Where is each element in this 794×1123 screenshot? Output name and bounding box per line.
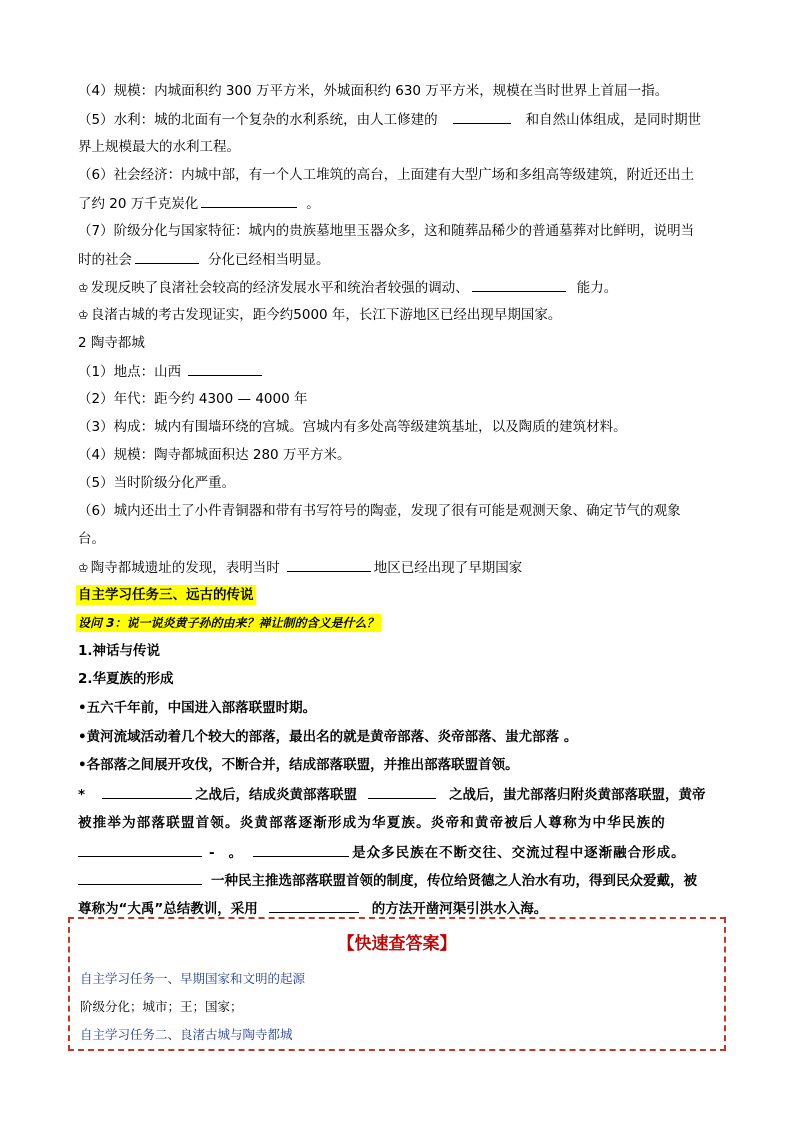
subheading-myth <box>78 642 718 660</box>
fill-blank[interactable] <box>368 785 436 799</box>
fill-blank[interactable] <box>102 785 192 799</box>
liangzhu-water-cont <box>78 138 718 156</box>
text: 1.神话与传说 <box>78 643 161 659</box>
taosi-date <box>78 390 718 408</box>
taosi-finds <box>78 502 718 520</box>
text: （4）规模：陶寺都城面积达 280 万平方米。 <box>78 447 351 463</box>
text: 之战后，蚩尤部落归附炎黄部落联盟，黄帝 <box>449 787 706 803</box>
liangzhu-water <box>78 110 718 129</box>
text: （5）水利：城的北面有一个复杂的水利系统，由人工修建的 <box>78 112 438 128</box>
bullet-3 <box>78 756 718 774</box>
text: 陶寺都城遗址的发现，表明当时 <box>90 560 280 576</box>
text: 分化已经相当明显。 <box>208 252 330 268</box>
fill-blank[interactable] <box>472 278 566 292</box>
text: （3）构成：城内有围墙环绕的宫城。宫城内有多处高等级建筑基址，以及陶质的建筑材料。 <box>78 419 627 435</box>
bullet-1 <box>78 699 718 717</box>
crown-icon: ♔ <box>78 281 89 295</box>
liangzhu-class-cont <box>78 250 718 269</box>
liangzhu-note1 <box>78 278 718 297</box>
answer-title: 【快速查答案】 <box>337 934 457 954</box>
fill-blank[interactable] <box>453 110 511 124</box>
text: 发现反映了良渚社会较高的经济发展水平和统治者较强的调动、 <box>90 280 469 296</box>
text: 地区已经出现了早期国家 <box>373 560 523 576</box>
answer-task2-title: 自主学习任务二、良渚古城与陶寺都城 <box>80 1027 293 1042</box>
crown-icon: ♔ <box>78 561 89 575</box>
text: 。 <box>306 196 320 212</box>
answer-task1-text: 阶级分化；城市；王；国家； <box>80 999 243 1014</box>
liangzhu-economy-cont <box>78 194 718 213</box>
taosi-structure <box>78 418 718 436</box>
text: （6）社会经济：内城中部，有一个人工堆筑的高台，上面建有大型广场和多组高等级建筑，附近还出土 <box>78 167 695 183</box>
text: •五六千年前，中国进入部落联盟时期。 <box>78 700 317 716</box>
para-line-1 <box>78 785 718 804</box>
answer-task1-title: 自主学习任务一、早期国家和文明的起源 <box>80 971 306 986</box>
text: （2）年代：距今约 4300 — 4000 年 <box>78 391 308 407</box>
para-line-3 <box>78 843 718 862</box>
text: 和自然山体组成，是同时期世 <box>525 112 702 128</box>
bullet-2 <box>78 728 718 746</box>
liangzhu-economy <box>78 166 718 184</box>
text: 良渚古城的考古发现证实，距今约5000 年，长江下游地区已经出现早期国家。 <box>90 307 562 323</box>
liangzhu-note2 <box>78 306 718 324</box>
text: （7）阶级分化与国家特征：城内的贵族墓地里玉器众多，这和随葬品稀少的普通墓葬对比鲜明，说明当 <box>78 223 695 239</box>
text: •各部落之间展开攻伐，不断合并，结成部落联盟，并推出部落联盟首领。 <box>78 757 519 773</box>
fill-blank[interactable] <box>78 871 202 885</box>
text: 之战后，结成炎黄部落联盟 <box>195 787 358 803</box>
task3-title: 自主学习任务三、远古的传说 <box>78 587 254 603</box>
text: 了约 20 万千克炭化 <box>78 196 199 212</box>
text: 台。 <box>78 531 105 547</box>
text: 的方法开凿河渠引洪水入海。 <box>371 901 548 917</box>
liangzhu-scale <box>78 82 718 100</box>
para-line-5 <box>78 899 718 918</box>
fill-blank[interactable] <box>188 362 262 376</box>
taosi-heading <box>78 334 718 352</box>
taosi-scale <box>78 446 718 464</box>
text: 能力。 <box>576 280 618 296</box>
para-line-4 <box>78 871 718 890</box>
text: 2.华夏族的形成 <box>78 671 174 687</box>
task3-question: 设问 3：说一说炎黄子孙的由来？禅让制的含义是什么？ <box>78 616 379 630</box>
text: 尊称为“大禹”总结教训，采用 <box>78 901 258 917</box>
taosi-class <box>78 474 718 492</box>
text: 2 陶寺都城 <box>78 335 145 351</box>
text: （1）地点：山西 <box>78 364 182 380</box>
taosi-note <box>78 558 718 577</box>
liangzhu-class <box>78 222 718 240</box>
text: * <box>78 787 86 803</box>
crown-icon: ♔ <box>78 308 89 322</box>
text: 时的社会 <box>78 252 132 268</box>
fill-blank[interactable] <box>287 558 371 572</box>
text: 。 <box>228 845 243 861</box>
taosi-location <box>78 362 718 381</box>
fill-blank[interactable] <box>269 899 359 913</box>
taosi-finds-cont <box>78 530 718 548</box>
text: 一种民主推选部落联盟首领的制度，传位给贤德之人治水有功，得到民众爱戴，被 <box>211 873 697 889</box>
text: （4）规模：内城面积约 300 万平方米，外城面积约 630 万平方米，规模在当时世界上首屈一指。 <box>78 83 669 99</box>
text: - <box>209 845 215 861</box>
fill-blank[interactable] <box>135 250 199 264</box>
text: （5）当时阶级分化严重。 <box>78 475 236 491</box>
text: 是众多民族在不断交往、交流过程中逐渐融合形成。 <box>352 845 686 861</box>
fill-blank[interactable] <box>253 843 349 857</box>
text: 被推举为部落联盟首领。炎黄部落逐渐形成为华夏族。炎帝和黄帝被后人尊称为中华民族的 <box>78 815 666 831</box>
answer-box <box>68 917 726 1051</box>
text: •黄河流域活动着几个较大的部落，最出名的就是黄帝部落、炎帝部落、蚩尤部落 。 <box>78 729 578 745</box>
text: （6）城内还出土了小件青铜器和带有书写符号的陶壶，发现了很有可能是观测天象、确定节气的观象 <box>78 503 681 519</box>
para-line-2 <box>78 814 718 832</box>
subheading-huaxia <box>78 670 718 688</box>
fill-blank[interactable] <box>201 194 297 208</box>
text: 界上规模最大的水利工程。 <box>78 139 240 155</box>
fill-blank[interactable] <box>78 843 202 857</box>
